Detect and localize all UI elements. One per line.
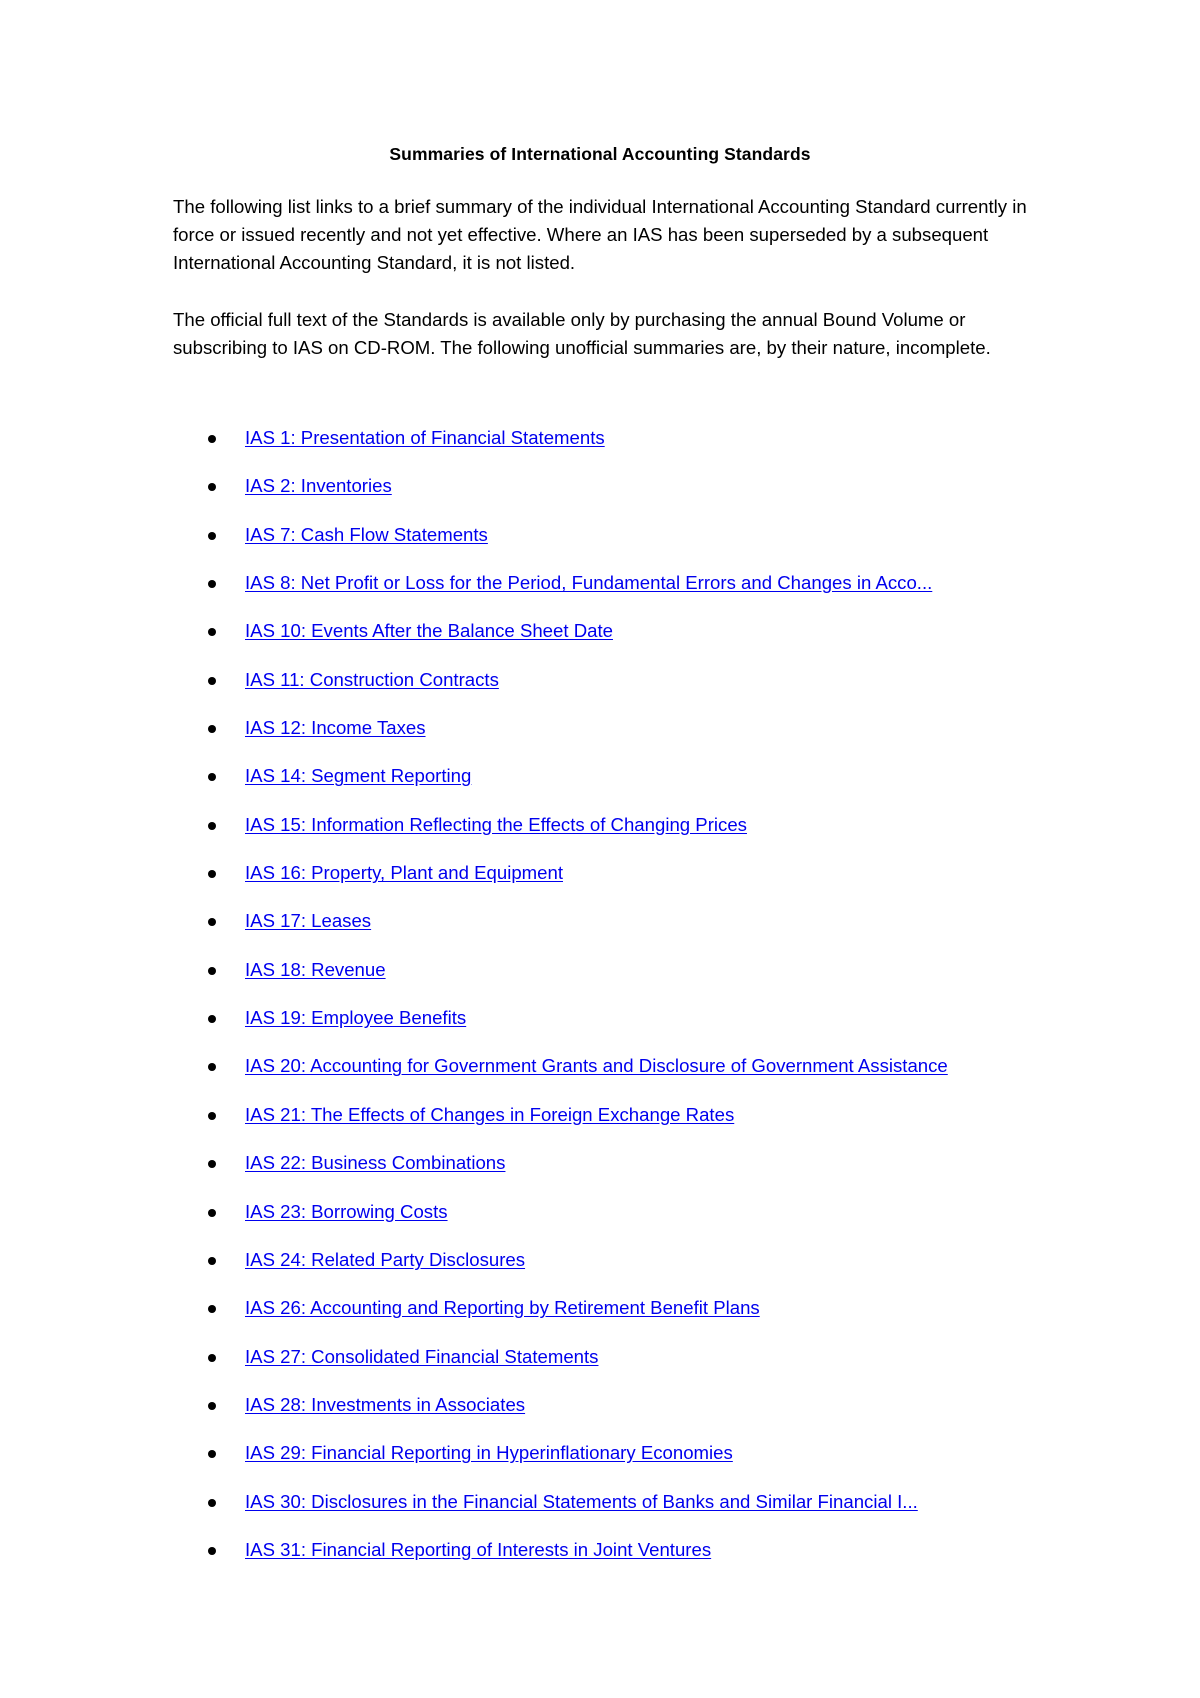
standard-link[interactable]: IAS 8: Net Profit or Loss for the Period, Fundamental Errors and Changes in Acco... xyxy=(245,572,933,594)
intro-paragraph: The following list links to a brief summary of the individual International Accounting Standard currently in force or issued recently and not yet effective. Where an IAS has been superseded by a subsequent International Accounting Standard, it is not listed. xyxy=(173,196,1027,273)
list-item xyxy=(0,956,1200,1004)
list-item xyxy=(0,424,1200,472)
bullet-icon xyxy=(208,1499,216,1507)
standard-link[interactable]: IAS 28: Investments in Associates xyxy=(245,1393,526,1415)
list-item xyxy=(0,666,1200,714)
list-item xyxy=(0,1198,1200,1246)
bullet-icon xyxy=(208,1160,216,1168)
standard-link[interactable]: IAS 31: Financial Reporting of Interests in Joint Ventures xyxy=(245,1538,712,1560)
list-item xyxy=(0,811,1200,859)
bullet-icon xyxy=(208,1209,216,1217)
standard-link[interactable]: IAS 23: Borrowing Costs xyxy=(245,1200,448,1222)
list-item xyxy=(0,1439,1200,1487)
list-item xyxy=(0,1343,1200,1391)
standard-link[interactable]: IAS 14: Segment Reporting xyxy=(245,765,472,787)
list-item xyxy=(0,714,1200,762)
standard-link[interactable]: IAS 26: Accounting and Reporting by Retirement Benefit Plans xyxy=(245,1297,760,1319)
standard-link[interactable]: IAS 2: Inventories xyxy=(245,475,392,497)
standards-link-list xyxy=(0,424,1200,1584)
bullet-icon xyxy=(208,483,216,491)
standard-link[interactable]: IAS 30: Disclosures in the Financial Statements of Banks and Similar Financial I... xyxy=(245,1490,918,1512)
list-item xyxy=(0,1004,1200,1052)
bullet-icon xyxy=(208,773,216,781)
list-item xyxy=(0,1052,1200,1100)
bullet-icon xyxy=(208,1402,216,1410)
list-item xyxy=(0,569,1200,617)
list-item xyxy=(0,1391,1200,1439)
list-item xyxy=(0,472,1200,520)
bullet-icon xyxy=(208,1063,216,1071)
bullet-icon xyxy=(208,435,216,443)
standard-link[interactable]: IAS 7: Cash Flow Statements xyxy=(245,523,488,545)
disclaimer-paragraph: The official full text of the Standards is available only by purchasing the annual Bound Volume or subscribing to IAS on CD-ROM. The following unofficial summaries are, by their nature, incomplete. xyxy=(173,309,991,358)
list-item xyxy=(0,521,1200,569)
bullet-icon xyxy=(208,822,216,830)
standard-link[interactable]: IAS 15: Information Reflecting the Effects of Changing Prices xyxy=(245,813,747,835)
list-item xyxy=(0,907,1200,955)
bullet-icon xyxy=(208,1547,216,1555)
list-item xyxy=(0,1536,1200,1584)
list-item xyxy=(0,1294,1200,1342)
page-title: Summaries of International Accounting Standards xyxy=(389,144,811,164)
standard-link[interactable]: IAS 29: Financial Reporting in Hyperinflationary Economies xyxy=(245,1442,733,1464)
standard-link[interactable]: IAS 17: Leases xyxy=(245,910,372,932)
bullet-icon xyxy=(208,532,216,540)
bullet-icon xyxy=(208,628,216,636)
standard-link[interactable]: IAS 18: Revenue xyxy=(245,958,386,980)
standard-link[interactable]: IAS 24: Related Party Disclosures xyxy=(245,1248,526,1270)
list-item xyxy=(0,1149,1200,1197)
standard-link[interactable]: IAS 11: Construction Contracts xyxy=(245,668,499,690)
bullet-icon xyxy=(208,1015,216,1023)
bullet-icon xyxy=(208,1257,216,1265)
bullet-icon xyxy=(208,677,216,685)
standard-link[interactable]: IAS 16: Property, Plant and Equipment xyxy=(245,862,563,884)
bullet-icon xyxy=(208,870,216,878)
standard-link[interactable]: IAS 10: Events After the Balance Sheet Date xyxy=(245,620,613,642)
list-item xyxy=(0,617,1200,665)
bullet-icon xyxy=(208,1305,216,1313)
list-item xyxy=(0,859,1200,907)
bullet-icon xyxy=(208,1354,216,1362)
bullet-icon xyxy=(208,725,216,733)
list-item xyxy=(0,762,1200,810)
bullet-icon xyxy=(208,918,216,926)
bullet-icon xyxy=(208,967,216,975)
list-item xyxy=(0,1246,1200,1294)
bullet-icon xyxy=(208,1450,216,1458)
bullet-icon xyxy=(208,580,216,588)
standard-link[interactable]: IAS 21: The Effects of Changes in Foreign Exchange Rates xyxy=(245,1103,735,1125)
standard-link[interactable]: IAS 27: Consolidated Financial Statements xyxy=(245,1345,599,1367)
standard-link[interactable]: IAS 12: Income Taxes xyxy=(245,717,426,739)
standard-link[interactable]: IAS 22: Business Combinations xyxy=(245,1152,506,1174)
list-item xyxy=(0,1488,1200,1536)
standard-link[interactable]: IAS 20: Accounting for Government Grants and Disclosure of Government Assistance xyxy=(245,1055,948,1077)
list-item xyxy=(0,1101,1200,1149)
bullet-icon xyxy=(208,1112,216,1120)
standard-link[interactable]: IAS 1: Presentation of Financial Statements xyxy=(245,427,605,448)
standard-link[interactable]: IAS 19: Employee Benefits xyxy=(245,1007,467,1029)
